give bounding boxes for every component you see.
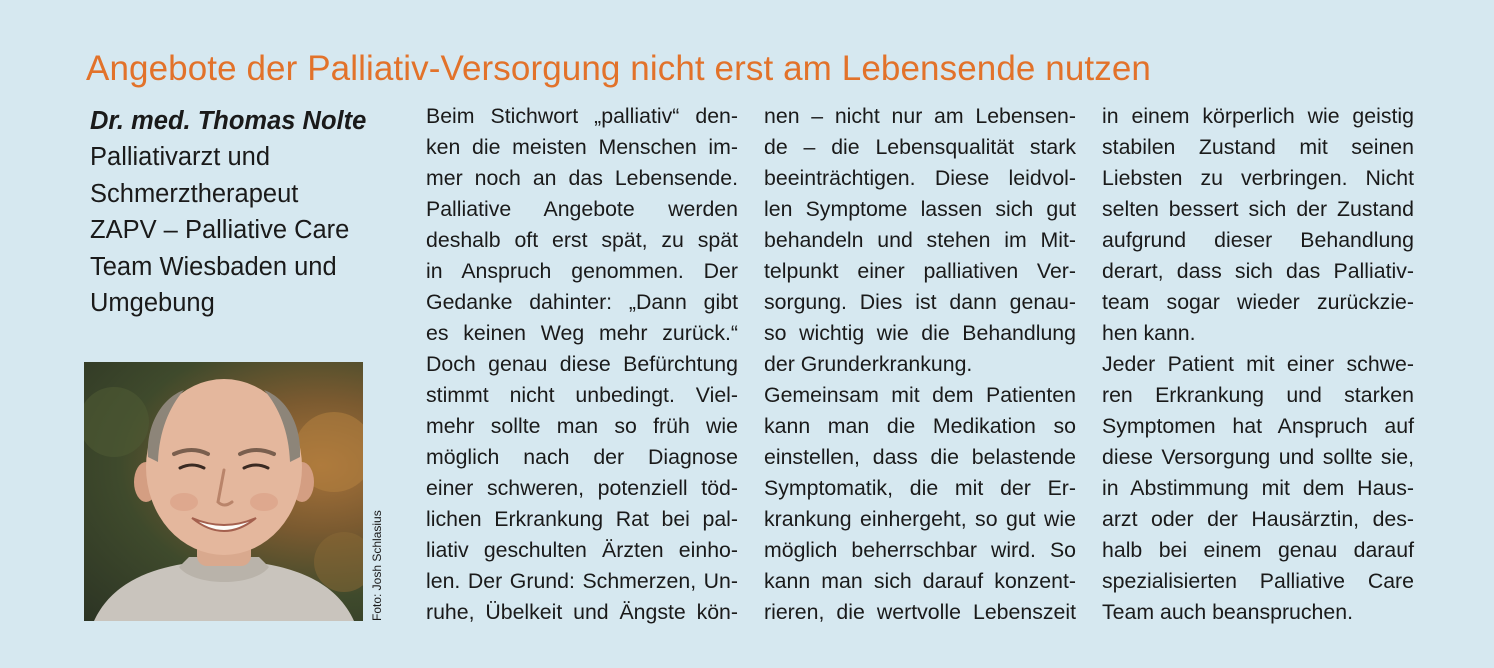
- author-role-line: Schmerztherapeut: [90, 179, 299, 208]
- text-line: len. Der Grund: Schmerzen, Un-: [426, 569, 738, 593]
- text-column-3: [1102, 101, 1414, 628]
- text-line: telpunkt einer palliativen Ver-: [764, 259, 1076, 283]
- text-line: diese Versorgung und sollte sie,: [1102, 445, 1414, 469]
- text-column-2: [764, 101, 1076, 628]
- text-line: spezialisierten Palliative Care: [1102, 569, 1414, 593]
- text-line: aufgrund dieser Behandlung: [1102, 228, 1414, 252]
- text-line: der Grunderkrankung.: [764, 352, 973, 376]
- text-line: so wichtig wie die Behandlung: [764, 321, 1076, 345]
- text-line: mer noch an das Lebensende.: [426, 166, 738, 190]
- text-line: Symptomatik, die mit der Er-: [764, 476, 1076, 500]
- text-line: sorgung. Dies ist dann genau-: [764, 290, 1076, 314]
- author-portrait-photo: [84, 362, 363, 621]
- text-line: hen kann.: [1102, 321, 1196, 345]
- text-line: deshalb oft erst spät, zu spät: [426, 228, 738, 252]
- text-line: Beim Stichwort „palliativ“ den-: [426, 104, 738, 128]
- author-role-line: ZAPV – Palliative Care: [90, 216, 350, 245]
- text-line: selten bessert sich der Zustand: [1102, 197, 1414, 221]
- text-column-1: [426, 101, 738, 628]
- text-line: ren Erkrankung und starken: [1102, 383, 1414, 407]
- portrait-illustration: [84, 362, 363, 621]
- text-line: krankung einhergeht, so gut wie: [764, 507, 1076, 531]
- author-name: Dr. med. Thomas Nolte: [90, 107, 367, 135]
- text-line: mehr sollte man so früh wie: [426, 414, 738, 438]
- author-role-line: Team Wiesbaden und: [90, 252, 337, 281]
- text-line: team sogar wieder zurückzie-: [1102, 290, 1414, 314]
- text-line: de – die Lebensqualität stark: [764, 135, 1076, 159]
- text-line: möglich beherrschbar wird. So: [764, 538, 1076, 562]
- text-line: kann man sich darauf konzent-: [764, 569, 1076, 593]
- text-line: einstellen, dass die belastende: [764, 445, 1076, 469]
- text-line: Doch genau diese Befürchtung: [426, 352, 738, 376]
- text-line: derart, dass sich das Palliativ-: [1102, 259, 1414, 283]
- text-line: Jeder Patient mit einer schwe-: [1102, 352, 1414, 376]
- text-line: in Anspruch genommen. Der: [426, 259, 738, 283]
- text-line: möglich nach der Diagnose: [426, 445, 738, 469]
- photo-credit: Foto: Josh Schlasius: [370, 510, 384, 621]
- text-line: in Abstimmung mit dem Haus-: [1102, 476, 1414, 500]
- text-line: Palliative Angebote werden: [426, 197, 738, 221]
- text-line: Team auch beanspruchen.: [1102, 600, 1353, 624]
- author-role-line: Palliativarzt und: [90, 143, 271, 172]
- text-line: nen – nicht nur am Lebensen-: [764, 104, 1076, 128]
- text-line: rieren, die wertvolle Lebenszeit: [764, 600, 1076, 624]
- text-line: behandeln und stehen im Mit-: [764, 228, 1076, 252]
- text-line: Gedanke dahinter: „Dann gibt: [426, 290, 738, 314]
- text-line: einer schweren, potenziell töd-: [426, 476, 738, 500]
- text-line: Gemeinsam mit dem Patienten: [764, 383, 1076, 407]
- text-line: arzt oder der Hausärztin, des-: [1102, 507, 1414, 531]
- author-role-line: Umgebung: [90, 289, 215, 318]
- text-line: beeinträchtigen. Diese leidvol-: [764, 166, 1076, 190]
- text-line: ruhe, Übelkeit und Ängste kön-: [426, 600, 738, 624]
- text-line: liativ geschulten Ärzten einho-: [426, 538, 738, 562]
- author-block: [90, 103, 400, 321]
- text-line: Symptomen hat Anspruch auf: [1102, 414, 1414, 438]
- article-title: Angebote der Palliativ-Versorgung nicht erst am Lebensende nutzen: [86, 49, 1151, 89]
- text-line: in einem körperlich wie geistig: [1102, 104, 1414, 128]
- text-line: len Symptome lassen sich gut: [764, 197, 1076, 221]
- text-line: stabilen Zustand mit seinen: [1102, 135, 1414, 159]
- text-line: halb bei einem genau darauf: [1102, 538, 1414, 562]
- text-line: lichen Erkrankung Rat bei pal-: [426, 507, 738, 531]
- text-line: kann man die Medikation so: [764, 414, 1076, 438]
- text-line: Liebsten zu verbringen. Nicht: [1102, 166, 1414, 190]
- text-line: es keinen Weg mehr zurück.“: [426, 321, 738, 345]
- text-line: stimmt nicht unbedingt. Viel-: [426, 383, 738, 407]
- text-line: ken die meisten Menschen im-: [426, 135, 738, 159]
